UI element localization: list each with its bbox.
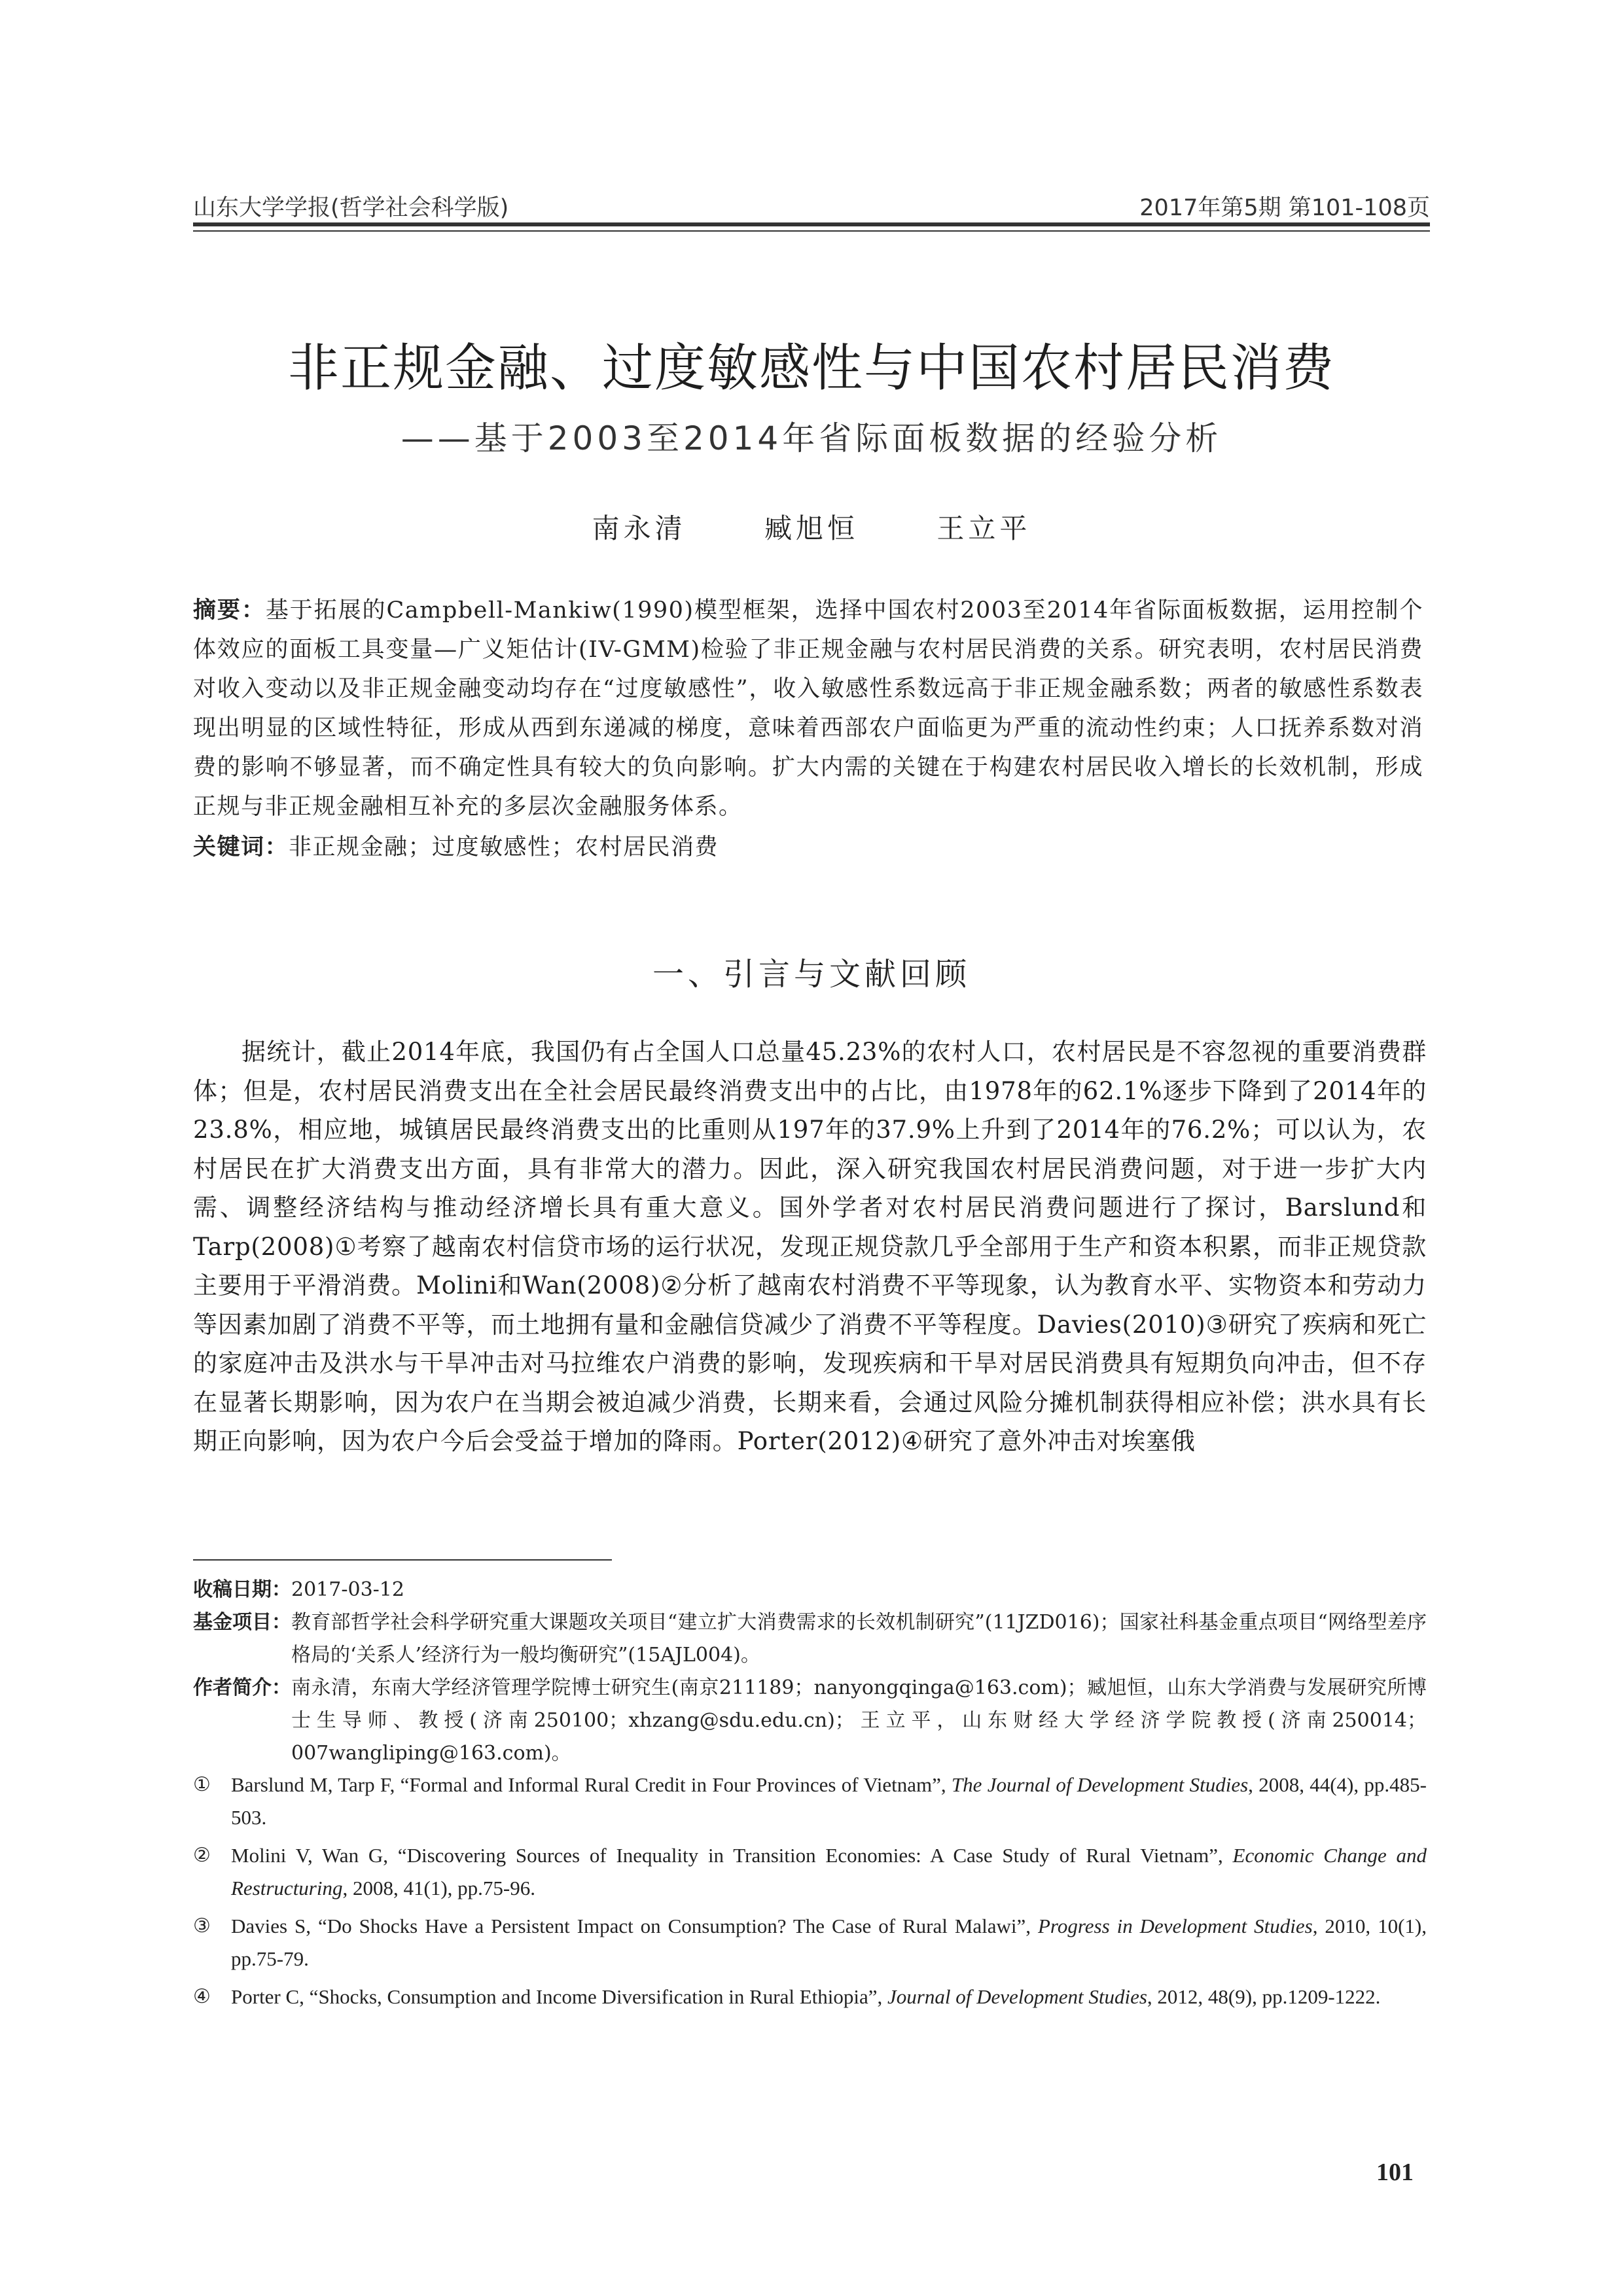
author-bio-value: 南永清，东南大学经济管理学院博士研究生(南京211189；nanyongqinga@163.com)；臧旭恒，山东大学消费与发展研究所博士生导师、教授(济南250100；xhzang@sdu.edu.cn)；王立平，山东财经大学经济学院教授(济南250014；007wangliping@163.com)。 <box>291 1676 1427 1765</box>
reference-footnotes <box>193 1769 1427 2019</box>
reference-journal: Progress in Development Studies <box>1037 1915 1313 1937</box>
fund-label: 基金项目： <box>193 1611 291 1634</box>
fund-info <box>193 1606 1427 1672</box>
author-name: 南永清 <box>592 512 687 544</box>
reference-authors-title: Porter C, “Shocks, Consumption and Income Diversification in Rural Ethiopia”, <box>231 1985 888 2008</box>
reference-item <box>193 1839 1427 1905</box>
abstract-text: 基于拓展的Campbell-Mankiw(1990)模型框架，选择中国农村2003至2014年省际面板数据，运用控制个体效应的面板工具变量—广义矩估计(IV-GMM)检验了非正规金融与农村居民消费的关系。研究表明，农村居民消费对收入变动以及非正规金融变动均存在“过度敏感性”，收入敏感性系数远高于非正规金融系数；两者的敏感性系数表现出明显的区域性特征，形成从西到东递减的梯度，意味着西部农户面临更为严重的流动性约束；人口抚养系数对消费的影响不够显著，而不确定性具有较大的负向影响。扩大内需的关键在于构建农村居民收入增长的长效机制，形成正规与非正规金融相互补充的多层次金融服务体系。 <box>193 597 1423 820</box>
article-title: 非正规金融、过度敏感性与中国农村居民消费 <box>287 339 1335 398</box>
reference-text <box>231 1769 1427 1834</box>
reference-pub-details: , 2008, 41(1), pp.75-96. <box>342 1877 535 1899</box>
journal-name: 山东大学学报(哲学社会科学版) <box>193 195 509 221</box>
reference-journal: Economic Change and Restructuring <box>231 1844 1427 1899</box>
article-subtitle: ——基于2003至2014年省际面板数据的经验分析 <box>401 419 1222 457</box>
keywords <box>193 828 1423 867</box>
reference-pub-details: , 2008, 44(4), pp.485-503. <box>231 1773 1427 1829</box>
reference-journal: The Journal of Development Studies <box>951 1773 1249 1796</box>
reference-item <box>193 1910 1427 1975</box>
received-value: 2017-03-12 <box>291 1578 404 1601</box>
header-rule-thick <box>193 222 1430 226</box>
keywords-label: 关键词： <box>193 834 289 860</box>
reference-text <box>231 1839 1427 1905</box>
running-header <box>193 187 1430 222</box>
author-list <box>193 507 1430 546</box>
reference-pub-details: , 2010, 10(1), pp.75-79. <box>231 1915 1427 1970</box>
reference-text <box>231 1910 1427 1975</box>
reference-marker: ① <box>193 1773 211 1796</box>
reference-authors-title: Davies S, “Do Shocks Have a Persistent Impact on Consumption? The Case of Rural Malawi”, <box>231 1915 1038 1937</box>
issue-info: 2017年第5期 第101-108页 <box>1139 195 1430 221</box>
reference-marker: ② <box>193 1844 211 1867</box>
abstract-label: 摘要： <box>193 597 266 624</box>
article-notes <box>193 1574 1427 1770</box>
author-name: 王立平 <box>936 512 1031 544</box>
reference-text <box>231 1981 1427 2013</box>
reference-journal: Journal of Development Studies <box>887 1985 1147 2008</box>
fund-value: 教育部哲学社会科学研究重大课题攻关项目“建立扩大消费需求的长效机制研究”(11JZD016)；国家社科基金重点项目“网络型差序格局的‘关系人’经济行为一般均衡研究”(15AJL004)。 <box>291 1611 1427 1667</box>
header-rule-thin <box>193 230 1430 232</box>
reference-marker: ③ <box>193 1915 211 1937</box>
received-label: 收稿日期： <box>193 1578 291 1601</box>
section-heading: 一、引言与文献回顾 <box>652 956 971 993</box>
reference-item <box>193 1981 1427 2013</box>
received-date <box>193 1574 1427 1606</box>
page-number: 101 <box>1376 2159 1414 2186</box>
footnote-separator <box>193 1559 612 1561</box>
reference-authors-title: Barslund M, Tarp F, “Formal and Informal Rural Credit in Four Provinces of Vietnam”, <box>231 1773 952 1796</box>
keywords-text: 非正规金融；过度敏感性；农村居民消费 <box>289 834 719 860</box>
reference-pub-details: , 2012, 48(9), pp.1209-1222. <box>1147 1985 1381 2008</box>
reference-authors-title: Molini V, Wan G, “Discovering Sources of Inequality in Transition Economies: A Case Study of Rural Vietnam”, <box>231 1844 1233 1867</box>
abstract <box>193 591 1423 826</box>
author-name: 臧旭恒 <box>764 512 859 544</box>
reference-marker: ④ <box>193 1985 211 2008</box>
reference-item <box>193 1769 1427 1834</box>
body-paragraph: 据统计，截止2014年底，我国仍有占全国人口总量45.23%的农村人口，农村居民是不容忽视的重要消费群体；但是，农村居民消费支出在全社会居民最终消费支出中的占比，由1978年的62.1%逐步下降到了2014年的23.8%，相应地，城镇居民最终消费支出的比重则从197年的37.9%上升到了2014年的76.2%；可以认为，农村居民在扩大消费支出方面，具有非常大的潜力。因此，深入研究我国农村居民消费问题，对于进一步扩大内需、调整经济结构与推动经济增长具有重大意义。国外学者对农村居民消费问题进行了探讨，Barslund和Tarp(2008)①考察了越南农村信贷市场的运行状况，发现正规贷款几乎全部用于生产和资本积累，而非正规贷款主要用于平滑消费。Molini和Wan(2008)②分析了越南农村消费不平等现象，认为教育水平、实物资本和劳动力等因素加剧了消费不平等，而土地拥有量和金融信贷减少了消费不平等程度。Davies(2010)③研究了疾病和死亡的家庭冲击及洪水与干旱冲击对马拉维农户消费的影响，发现疾病和干旱对居民消费具有短期负向冲击，但不存在显著长期影响，因为农户在当期会被迫减少消费，长期来看，会通过风险分摊机制获得相应补偿；洪水具有长期正向影响，因为农户今后会受益于增加的降雨。Porter(2012)④研究了意外冲击对埃塞俄 <box>193 1038 1427 1455</box>
author-bio-label: 作者简介： <box>193 1676 291 1699</box>
author-bio <box>193 1672 1427 1770</box>
